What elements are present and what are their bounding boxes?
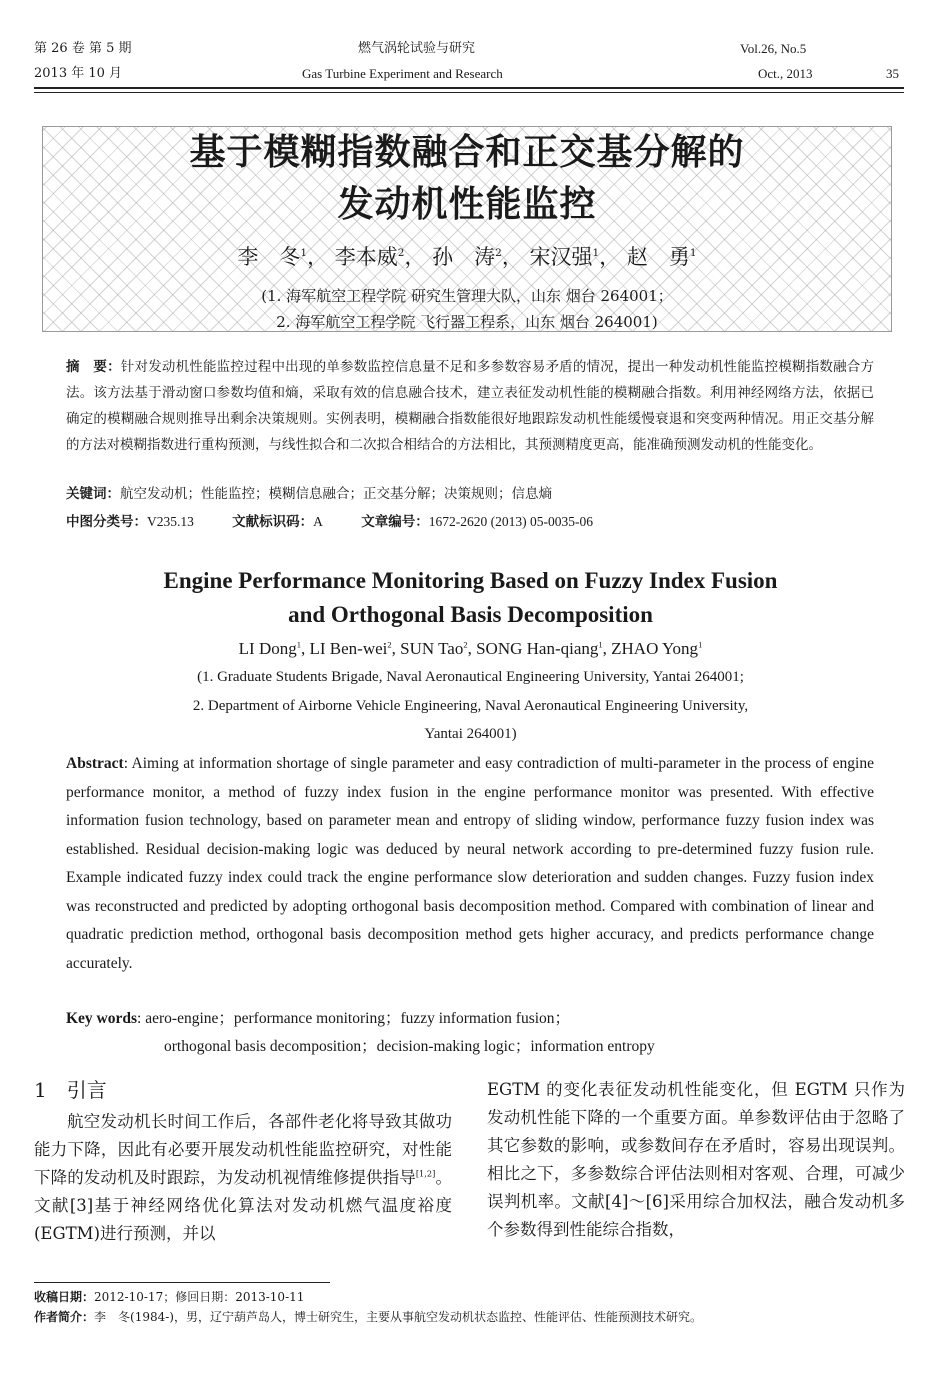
keywords-en-label: Key words <box>66 1010 138 1027</box>
keywords-en-line1: Key words: aero-engine；performance monitoring；fuzzy information fusion； <box>66 1010 571 1027</box>
document-code: 文献标识码：A <box>232 514 323 530</box>
header-journal-cn: 燃气涡轮试验与研究 <box>358 41 476 56</box>
author-cn-1: 李 冬$^1$， <box>237 245 329 269</box>
affiliation-cn-line2: 2. 海军航空工程学院 飞行器工程系，山东 烟台 264001) <box>276 313 658 331</box>
author-en-3: SUN Tao$^2$, <box>400 639 477 658</box>
header-rule-thick <box>34 87 904 89</box>
clc-number: 中图分类号：V235.13 <box>66 514 194 530</box>
header-page-number: 35 <box>886 66 899 81</box>
keywords-cn-text: 航空发动机；性能监控；模糊信息融合；正交基分解；决策规则；信息熵 <box>120 486 552 502</box>
affiliation-en-line3: Yantai 264001) <box>424 726 517 742</box>
title-cn-line1: 基于模糊指数融合和正交基分解的 <box>189 132 745 173</box>
abstract-cn <box>66 354 874 458</box>
body-column-right <box>487 1076 905 1244</box>
body-paragraph: 航空发动机长时间工作后，各部件老化将导致其做功能力下降，因此有必要开展发动机性能监控研究，对性能下降的发动机及时跟踪，为发动机视情维修提供指导[1,2]。文献[3]基于神经网络优化算法对发动机燃气温度裕度(EGTM)进行预测，并以 <box>34 1112 453 1243</box>
keywords-cn-label: 关键词： <box>66 486 120 502</box>
abstract-en-label: Abstract <box>66 755 124 772</box>
author-en-1: LI Dong$^1$, <box>238 639 310 658</box>
title-en-line1: Engine Performance Monitoring Based on Fuzzy Index Fusion <box>163 568 778 593</box>
footnote-rule <box>34 1282 330 1283</box>
header-date-en: Oct., 2013 <box>758 66 813 81</box>
affiliation-en-line2: 2. Department of Airborne Vehicle Engineering, Naval Aeronautical Engineering University, <box>192 698 749 714</box>
title-box <box>42 126 892 332</box>
header-volume-en: Vol.26, No.5 <box>740 41 807 56</box>
author-cn-2: 李本威$^2$， <box>334 245 426 269</box>
abstract-cn-label: 摘 要： <box>66 359 121 375</box>
affiliation-cn-line1: (1. 海军航空工程学院 研究生管理大队，山东 烟台 264001； <box>261 287 673 305</box>
affiliation-en-line1: (1. Graduate Students Brigade, Naval Aeronautical Engineering University, Yantai 264001; <box>197 669 744 685</box>
title-cn-line2: 发动机性能监控 <box>337 184 597 225</box>
author-cn-3: 孙 涛$^2$， <box>432 245 523 269</box>
author-en-2: LI Ben-wei$^2$, <box>309 639 401 658</box>
citation: [1,2] <box>415 1168 436 1179</box>
header-journal-en: Gas Turbine Experiment and Research <box>302 66 503 81</box>
keywords-cn <box>66 484 552 504</box>
abstract-cn-text: 针对发动机性能监控过程中出现的单参数监控信息量不足和多参数容易矛盾的情况，提出一种发动机性能监控模糊指数融合方法。该方法基于滑动窗口参数均值和熵，采取有效的信息融合技术，建立表征发动机性能的模糊融合指数。利用神经网络方法，依据已确定的模糊融合规则推导出剩余决策规则。实例表明，模糊融合指数能很好地跟踪发动机性能缓慢衰退和突变两种情况。用正交基分解的方法对模糊指数进行重构预测，与线性拟合和二次拟合相结合的方法相比，其预测精度更高，能准确预测发动机的性能变化。 <box>66 359 875 453</box>
author-cn-4: 宋汉强$^1$， <box>529 245 621 269</box>
abstract-en-text: Aiming at information shortage of single parameter and easy contradiction of multi-parameter in the process of engine performance monitor, a method of fuzzy index fusion in the engine performance monitor was presented. With effective information fusion technology, based on parameter mean and entropy of sliding window, performance fuzzy fusion index was established. Residual decision-making logic was deduced by neural network according to pre-determined fuzzy fusion rule. Example indicated fuzzy index could track the engine performance slow deterioration and sudden changes. Fuzzy fusion index was reconstructed and predicted by adopting orthogonal basis decomposition method. Compared with combination of linear and quadratic prediction method, orthogonal basis decomposition method gets higher accuracy, and predicts performance change accurately. <box>66 755 874 972</box>
author-en-5: ZHAO Yong$^1$ <box>611 639 703 658</box>
header-rule-thin <box>34 92 904 93</box>
body-column-left <box>34 1108 452 1248</box>
abstract-en: Abstract: Aiming at information shortage of single parameter and easy contradiction of multi-parameter in the process of engine performance monitor, a method of fuzzy index fusion in the engine performance monitor was presented. With effective information fusion technology, based on parameter mean and entropy of sliding window, performance fuzzy fusion index was established. Residual decision-making logic was deduced by neural network according to pre-determined fuzzy fusion rule. Example indicated fuzzy index could track the engine performance slow deterioration and sudden changes. Fuzzy fusion index was reconstructed and predicted by adopting orthogonal basis decomposition method. Compared with combination of linear and quadratic prediction method, orthogonal basis decomposition method gets higher accuracy, and predicts performance change accurately. <box>66 755 874 972</box>
footnote-dates: 收稿日期：2012-10-17；修回日期：2013-10-11 <box>34 1290 305 1304</box>
authors-en <box>0 636 941 662</box>
keywords-en-line2: orthogonal basis decomposition；decision-making logic；information entropy <box>164 1038 655 1055</box>
section-heading: 1 引言 <box>34 1078 107 1102</box>
footnote-author-bio: 作者简介：李 冬(1984-)，男，辽宁葫芦岛人，博士研究生，主要从事航空发动机状态监控、性能评估、性能预测技术研究。 <box>34 1310 702 1324</box>
header-date-cn: 2013 年 10 月 <box>34 66 123 81</box>
article-number: 文章编号：1672-2620 (2013) 05-0035-06 <box>361 514 593 530</box>
title-en-line2: and Orthogonal Basis Decomposition <box>288 602 653 627</box>
header-volume-cn: 第 26 卷 第 5 期 <box>34 41 132 56</box>
authors-cn <box>43 243 891 271</box>
classification-line <box>66 512 627 532</box>
body-paragraph-continued: EGTM 的变化表征发动机性能变化，但 EGTM 只作为发动机性能下降的一个重要方面。单参数评估由于忽略了其它参数的影响，或参数间存在矛盾时，容易出现误判。相比之下，多参数综合评估法则相对客观、合理，可减少误判机率。文献[4]～[6]采用综合加权法，融合发动机多个参数得到性能综合指数， <box>487 1080 905 1239</box>
author-cn-5: 赵 勇$^1$ <box>626 245 697 269</box>
author-en-4: SONG Han-qiang$^1$, <box>476 639 612 658</box>
